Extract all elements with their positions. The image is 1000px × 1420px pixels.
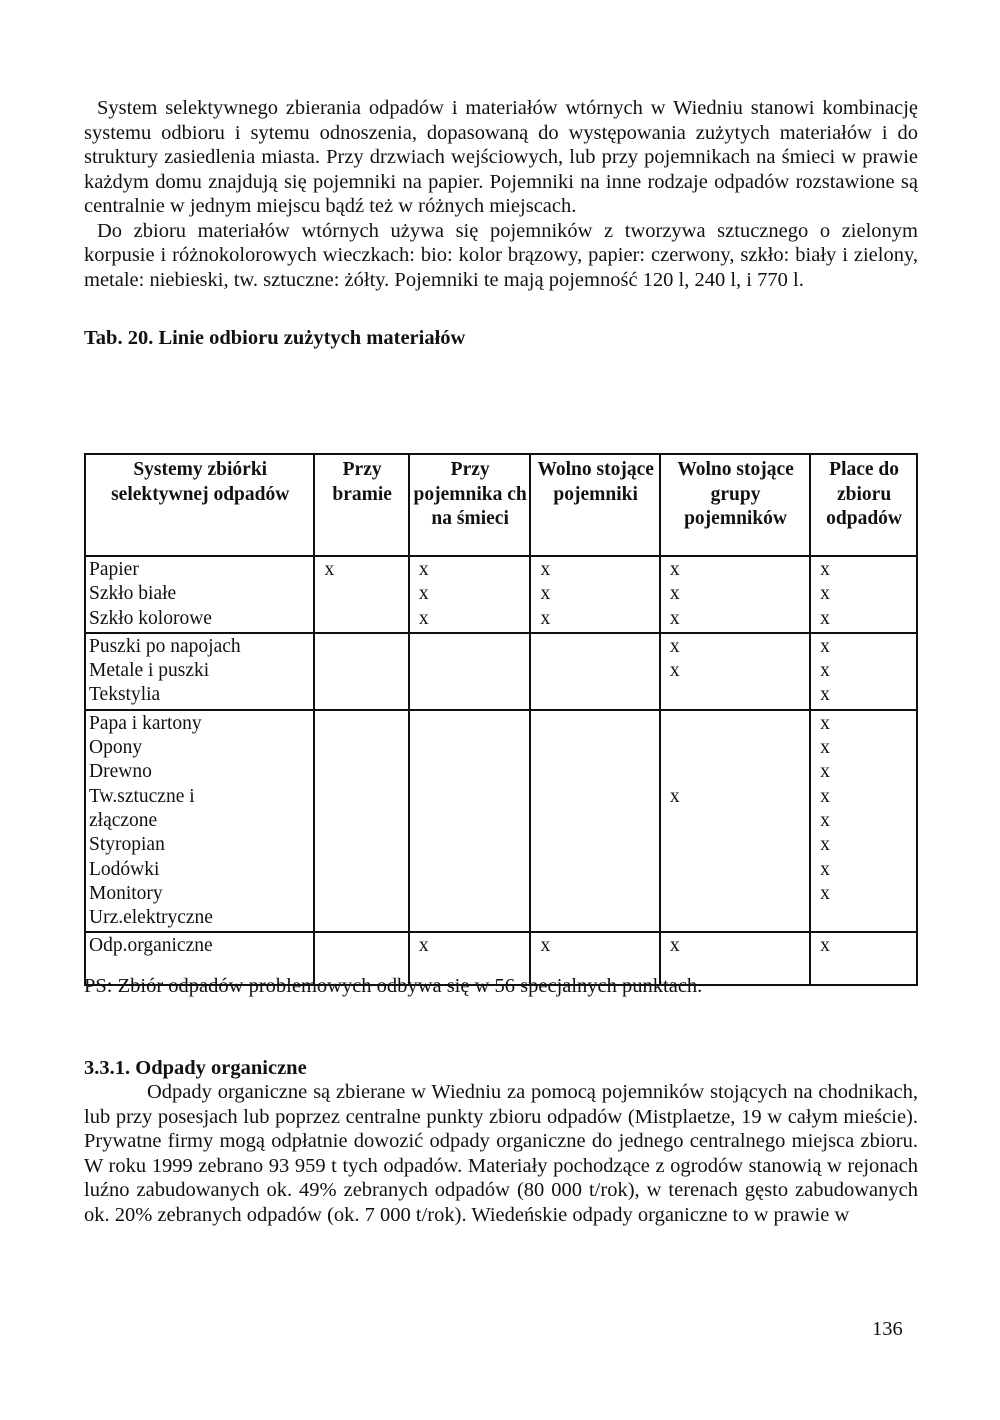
mark [413,906,528,930]
mark-cell [314,710,408,933]
mark [413,858,528,882]
material-name: Tekstylia [89,684,161,706]
material-name: Papa i kartony [89,712,202,734]
page-number: 136 [872,1318,903,1340]
table-row-group [85,710,917,933]
mark [413,882,528,906]
mark [664,882,807,906]
mark [413,760,528,784]
header-systems: Systemy zbiórki selektywnej odpadów [85,454,314,556]
material-name: Tw.sztuczne i [89,785,195,807]
mark [318,659,405,683]
mark [318,635,405,659]
mark: x [820,635,830,657]
intro-paragraph-2: Do zbioru materiałów wtórnych używa się pojemników z tworzywa sztucznego o zielonym korpusie i różnokolorowych wieczkach: bio: kolor brązowy, papier: czerwony, szkło: biały i zielony, metale: niebieski, tw. sztuczne: żółty. Pojemniki te mają pojemność 120 l, 240 l, i 770 l. [84,219,918,291]
material-cell [85,556,314,633]
mark: x [540,583,551,605]
mark: x [820,761,830,783]
material-name: Lodówki [89,858,160,880]
mark [664,906,807,930]
mark [318,934,405,958]
mark: x [540,559,551,580]
mark-cell [530,556,659,633]
table-body [85,556,917,985]
material-name: Szkło kolorowe [89,607,212,629]
mark: x [820,809,830,831]
mark: x [540,607,551,629]
table-header-row [85,454,917,556]
mark-cell [810,633,917,710]
mark [413,712,528,736]
mark [318,785,405,809]
mark-cell [530,710,659,933]
material-name: złączone [89,809,158,831]
mark [318,736,405,760]
material-name: Styropian [89,834,165,856]
mark [413,659,528,683]
mark: x [669,559,680,580]
mark-cell [660,710,810,933]
mark: x [418,559,429,580]
table-row-group [85,556,917,633]
mark: x [820,858,830,880]
mark-cell [409,710,531,933]
mark: x [820,660,830,682]
mark: x [820,882,830,904]
mark [534,833,656,857]
mark: x [540,935,551,957]
mark [318,833,405,857]
mark [664,736,807,760]
mark: x [669,785,680,807]
mark [534,882,656,906]
mark: x [820,737,830,759]
mark-cell [530,633,659,710]
mark: x [820,583,830,605]
material-name: Drewno [89,761,152,783]
mark [664,833,807,857]
mark [664,858,807,882]
section-heading: 3.3.1. Odpady organiczne [84,1057,307,1079]
header-freestanding-groups: Wolno stojące grupy pojemników [660,454,810,556]
mark-cell [810,556,917,633]
mark: x [669,935,680,957]
material-name: Puszki po napojach [89,635,241,657]
mark [318,809,405,833]
mark [664,809,807,833]
mark: x [418,583,429,605]
mark: x [820,935,830,957]
mark [534,858,656,882]
mark-cell [314,556,408,633]
mark: x [669,607,680,629]
mark: x [820,559,830,580]
header-at-gate: Przy bramie [314,454,408,556]
mark [664,760,807,784]
mark [413,736,528,760]
intro-text [84,96,918,350]
material-name: Odp.organiczne [89,935,213,957]
mark [534,785,656,809]
mark [664,683,807,707]
mark [413,809,528,833]
mark-cell [810,932,917,985]
mark-cell [660,633,810,710]
collection-systems-table [84,453,918,986]
mark [534,635,656,659]
mark [534,712,656,736]
material-name: Metale i puszki [89,660,210,682]
mark: x [324,559,335,580]
mark [534,760,656,784]
mark [318,683,405,707]
mark [534,906,656,930]
mark [318,906,405,930]
mark: x [820,834,830,856]
header-at-bins: Przy pojemnika ch na śmieci [409,454,531,556]
mark [318,858,405,882]
intro-paragraph-1: System selektywnego zbierania odpadów i materiałów wtórnych w Wiedniu stanowi kombinację systemu odbioru i sytemu odnoszenia, dopasowaną do występowania zużytych materiałów i do struktury zasiedlenia miasta. Przy drzwiach wejściowych, lub przy pojemnikach na śmieci w prawie każdym domu znajdują się pojemniki na papier. Pojemniki na inne rodzaje odpadów rozstawione są centralnie w jednym miejscu bądź też w różnych miejscach. [84,97,918,217]
header-collection-sites: Place do zbioru odpadów [810,454,917,556]
mark: x [669,583,680,605]
mark: x [669,660,680,682]
mark [318,882,405,906]
mark [814,906,914,930]
mark [318,760,405,784]
mark [318,607,405,631]
table-note: PS: Zbiór odpadów problemowych odbywa się w 56 specjalnych punktach. [84,975,703,997]
mark [413,635,528,659]
mark: x [820,785,830,807]
mark [534,659,656,683]
mark: x [820,712,830,734]
table-caption: Tab. 20. Linie odbioru zużytych materiałów [84,327,466,349]
mark [534,683,656,707]
mark [814,959,914,983]
material-name: Opony [89,737,143,759]
mark: x [820,684,830,706]
mark [413,833,528,857]
mark [413,785,528,809]
mark: x [820,607,830,629]
mark [534,736,656,760]
header-freestanding-bins: Wolno stojące pojemniki [530,454,659,556]
material-cell [85,710,314,933]
mark-cell [810,710,917,933]
section-paragraph: Odpady organiczne są zbierane w Wiedniu za pomocą pojemników stojących na chodnikach, lub przy posesjach lub poprzez centralne punkty zbioru odpadów (Mistplaetze, 19 w całym mieście). Prywatne firmy mogą odpłatnie dowozić odpady organiczne do jednego centralnego miejsca zbioru. W roku 1999 zebrano 93 959 t tych odpadów. Materiały pochodzące z ogrodów stanowią w rejonach luźno zabudowanych ok. 49% zebranych odpadów (80 000 t/rok), w terenach gęsto zabudowanych ok. 20% zebranych odpadów (ok. 7 000 t/rok). Wiedeńskie odpady organiczne to w prawie w [84,1081,918,1226]
mark [534,809,656,833]
mark [664,712,807,736]
material-name: Szkło białe [89,583,177,605]
mark-cell [409,633,531,710]
material-name: Urz.elektryczne [89,907,213,929]
table-row-group [85,633,917,710]
mark: x [418,935,429,957]
mark [413,683,528,707]
mark-cell [409,556,531,633]
section-organic-waste [84,1056,918,1227]
mark-cell [660,556,810,633]
material-name: Papier [89,559,139,580]
mark [318,582,405,606]
material-name: Monitory [89,882,163,904]
mark [318,712,405,736]
mark: x [669,635,680,657]
mark: x [418,607,429,629]
mark-cell [314,633,408,710]
material-cell [85,633,314,710]
